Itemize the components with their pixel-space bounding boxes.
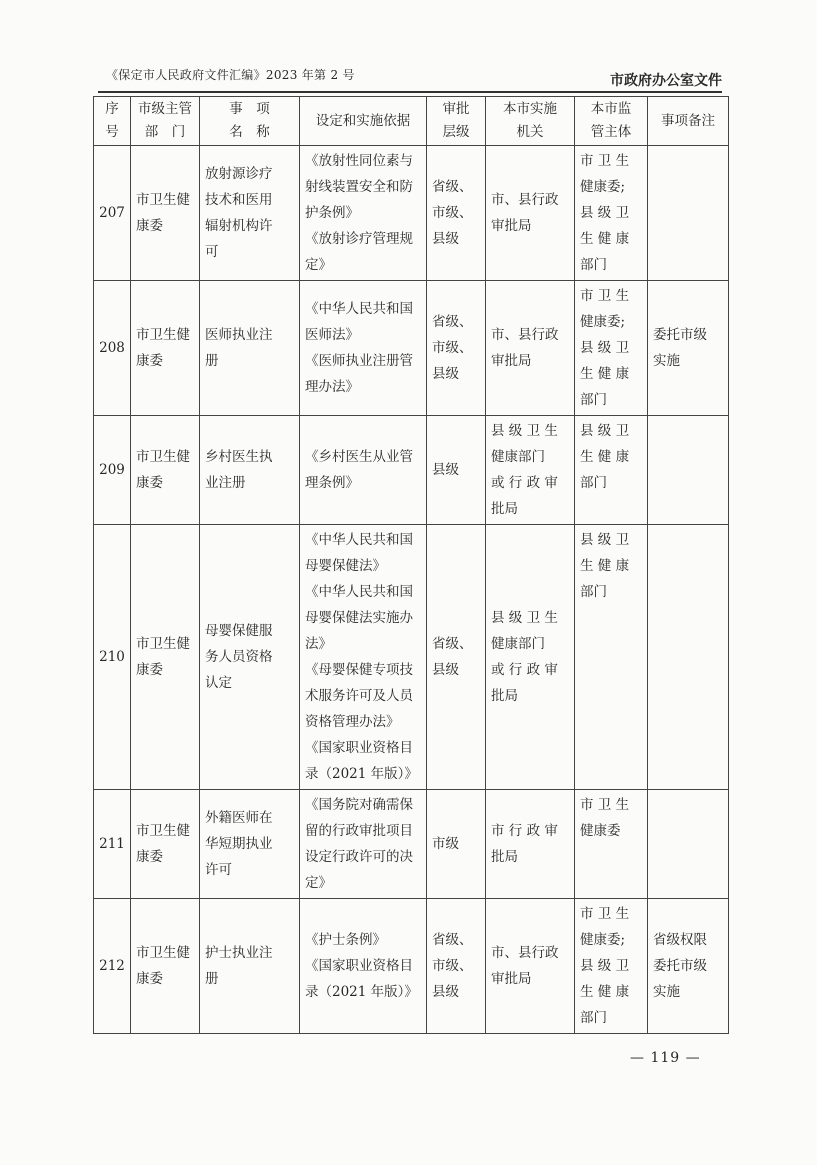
permit-table xyxy=(93,96,729,1034)
col-header-note xyxy=(648,97,729,146)
col-header-supervisor xyxy=(575,97,648,146)
row-number: 207 xyxy=(94,146,131,281)
cell-line: 审批局 xyxy=(491,218,532,234)
cell-line: 市 卫 生 xyxy=(580,153,630,169)
cell-line: 县 级 卫 生 xyxy=(491,423,558,439)
cell-line: 《中华人民共和国 xyxy=(305,532,413,548)
note-cell xyxy=(648,281,729,416)
note-cell xyxy=(648,790,729,899)
note-cell xyxy=(648,146,729,281)
cell-line: 《医师执业注册管 xyxy=(305,353,413,369)
dept-cell xyxy=(131,146,200,281)
cell-line: 省级、 xyxy=(432,636,473,652)
cell-line: 设定行政许可的决 xyxy=(305,849,413,865)
page-number: — 119 — xyxy=(630,1050,701,1066)
header-text: 机关 xyxy=(516,124,544,140)
cell-line: 护士执业注 xyxy=(205,945,273,961)
row-number: 208 xyxy=(94,281,131,416)
cell-line: 健康部门 xyxy=(491,636,545,652)
cell-line: 市卫生健 xyxy=(136,327,190,343)
cell-line: 医师法》 xyxy=(305,327,359,343)
cell-line: 《护士条例》 xyxy=(305,932,386,948)
cell-line: 市 卫 生 xyxy=(580,797,630,813)
note-cell xyxy=(648,416,729,525)
cell-line: 《放射诊疗管理规 xyxy=(305,231,413,247)
cell-line: 《国家职业资格目 xyxy=(305,740,413,756)
cell-line: 康委 xyxy=(136,475,163,491)
item-name-cell xyxy=(200,899,300,1034)
table-body xyxy=(94,146,729,1034)
level-cell xyxy=(427,416,486,525)
header-text: 事 项 xyxy=(229,101,270,117)
agency-cell xyxy=(486,899,575,1034)
basis-cell xyxy=(300,525,427,790)
office-header: 市政府办公室文件 xyxy=(610,73,722,89)
cell-line: 术服务许可及人员 xyxy=(305,688,413,704)
supervisor-cell xyxy=(575,899,648,1034)
cell-line: 审批局 xyxy=(491,971,532,987)
cell-line: 录（2021 年版）》 xyxy=(305,984,418,1000)
cell-line: 生 健 康 xyxy=(580,449,630,465)
cell-line: 母婴保健法实施办 xyxy=(305,610,413,626)
cell-line: 母婴保健服 xyxy=(205,623,273,639)
level-cell xyxy=(427,281,486,416)
header-text: 层级 xyxy=(442,124,470,140)
cell-line: 或 行 政 审 xyxy=(491,475,558,491)
agency-cell xyxy=(486,525,575,790)
cell-line: 县 级 卫 xyxy=(580,958,630,974)
cell-line: 医师执业注 xyxy=(205,327,273,343)
col-header-level xyxy=(427,97,486,146)
cell-line: 《中华人民共和国 xyxy=(305,301,413,317)
col-header-no xyxy=(94,97,131,146)
cell-line: 实施 xyxy=(653,353,680,369)
cell-line: 市 卫 生 xyxy=(580,906,630,922)
item-name-cell xyxy=(200,416,300,525)
cell-line: 《放射性同位素与 xyxy=(305,153,413,169)
cell-line: 健康委; xyxy=(580,314,626,330)
cell-line: 录（2021 年版）》 xyxy=(305,766,418,782)
cell-line: 批局 xyxy=(491,501,518,517)
cell-line: 市卫生健 xyxy=(136,192,190,208)
header-text: 名 称 xyxy=(229,124,270,140)
table-row xyxy=(94,281,729,416)
table-row xyxy=(94,525,729,790)
cell-line: 部门 xyxy=(580,584,607,600)
cell-line: 市级、 xyxy=(432,340,473,356)
cell-line: 健康部门 xyxy=(491,449,545,465)
cell-line: 业注册 xyxy=(205,475,246,491)
cell-line: 或 行 政 审 xyxy=(491,662,558,678)
cell-line: 可 xyxy=(205,244,219,260)
cell-line: 《母婴保健专项技 xyxy=(305,662,413,678)
cell-line: 市级、 xyxy=(432,205,473,221)
cell-line: 批局 xyxy=(491,849,518,865)
cell-line: 县级 xyxy=(432,462,459,478)
cell-line: 市、县行政 xyxy=(491,192,559,208)
cell-line: 定》 xyxy=(305,875,332,891)
cell-line: 市、县行政 xyxy=(491,327,559,343)
supervisor-cell xyxy=(575,525,648,790)
item-name-cell xyxy=(200,281,300,416)
table-row xyxy=(94,416,729,525)
cell-line: 理条例》 xyxy=(305,475,359,491)
cell-line: 册 xyxy=(205,971,219,987)
cell-line: 辐射机构许 xyxy=(205,218,273,234)
level-cell xyxy=(427,525,486,790)
agency-cell xyxy=(486,146,575,281)
cell-line: 委托市级 xyxy=(653,327,707,343)
cell-line: 许可 xyxy=(205,862,232,878)
cell-line: 护条例》 xyxy=(305,205,359,221)
row-number: 212 xyxy=(94,899,131,1034)
agency-cell xyxy=(486,790,575,899)
cell-line: 市、县行政 xyxy=(491,945,559,961)
cell-line: 射线装置安全和防 xyxy=(305,179,413,195)
item-name-cell xyxy=(200,146,300,281)
dept-cell xyxy=(131,790,200,899)
cell-line: 部门 xyxy=(580,1010,607,1026)
document-source-header: 《保定市人民政府文件汇编》2023 年第 2 号 xyxy=(106,68,355,82)
cell-line: 生 健 康 xyxy=(580,231,630,247)
cell-line: 母婴保健法》 xyxy=(305,558,386,574)
table-header-row xyxy=(94,97,729,146)
cell-line: 健康委 xyxy=(580,823,621,839)
col-header-agency xyxy=(486,97,575,146)
cell-line: 《乡村医生从业管 xyxy=(305,449,413,465)
basis-cell xyxy=(300,146,427,281)
supervisor-cell xyxy=(575,416,648,525)
cell-line: 部门 xyxy=(580,257,607,273)
header-text: 号 xyxy=(105,124,119,140)
cell-line: 县级 xyxy=(432,662,459,678)
cell-line: 市 卫 生 xyxy=(580,288,630,304)
cell-line: 市级、 xyxy=(432,958,473,974)
basis-cell xyxy=(300,790,427,899)
header-rule xyxy=(98,91,722,93)
cell-line: 康委 xyxy=(136,971,163,987)
cell-line: 市卫生健 xyxy=(136,449,190,465)
cell-line: 县 级 卫 xyxy=(580,340,630,356)
level-cell xyxy=(427,899,486,1034)
supervisor-cell xyxy=(575,146,648,281)
cell-line: 法》 xyxy=(305,636,332,652)
cell-line: 实施 xyxy=(653,984,680,1000)
cell-line: 资格管理办法》 xyxy=(305,714,400,730)
dept-cell xyxy=(131,281,200,416)
cell-line: 理办法》 xyxy=(305,379,359,395)
cell-line: 认定 xyxy=(205,675,232,691)
cell-line: 乡村医生执 xyxy=(205,449,273,465)
dept-cell xyxy=(131,525,200,790)
cell-line: 县级 xyxy=(432,231,459,247)
cell-line: 技术和医用 xyxy=(205,192,273,208)
agency-cell xyxy=(486,416,575,525)
cell-line: 生 健 康 xyxy=(580,366,630,382)
cell-line: 务人员资格 xyxy=(205,649,273,665)
agency-cell xyxy=(486,281,575,416)
cell-line: 市 行 政 审 xyxy=(491,823,558,839)
cell-line: 县级 xyxy=(432,366,459,382)
cell-line: 生 健 康 xyxy=(580,984,630,1000)
item-name-cell xyxy=(200,525,300,790)
cell-line: 康委 xyxy=(136,353,163,369)
cell-line: 审批局 xyxy=(491,353,532,369)
cell-line: 省级权限 xyxy=(653,932,707,948)
basis-cell xyxy=(300,416,427,525)
cell-line: 留的行政审批项目 xyxy=(305,823,413,839)
cell-line: 县级 xyxy=(432,984,459,1000)
cell-line: 县 级 卫 xyxy=(580,423,630,439)
col-header-dept xyxy=(131,97,200,146)
header-text: 序 xyxy=(105,101,119,117)
cell-line: 康委 xyxy=(136,849,163,865)
cell-line: 《中华人民共和国 xyxy=(305,584,413,600)
item-name-cell xyxy=(200,790,300,899)
cell-line: 批局 xyxy=(491,688,518,704)
header-text: 事项备注 xyxy=(661,112,715,129)
cell-line: 《国务院对确需保 xyxy=(305,797,413,813)
level-cell xyxy=(427,146,486,281)
table-row xyxy=(94,146,729,281)
cell-line: 康委 xyxy=(136,218,163,234)
cell-line: 华短期执业 xyxy=(205,836,273,852)
row-number: 210 xyxy=(94,525,131,790)
note-cell xyxy=(648,525,729,790)
col-header-basis xyxy=(300,97,427,146)
cell-line: 县 级 卫 生 xyxy=(491,610,558,626)
dept-cell xyxy=(131,899,200,1034)
basis-cell xyxy=(300,281,427,416)
cell-line: 部门 xyxy=(580,392,607,408)
cell-line: 健康委; xyxy=(580,179,626,195)
cell-line: 市卫生健 xyxy=(136,823,190,839)
cell-line: 省级、 xyxy=(432,932,473,948)
cell-line: 生 健 康 xyxy=(580,558,630,574)
note-cell xyxy=(648,899,729,1034)
cell-line: 委托市级 xyxy=(653,958,707,974)
cell-line: 县 级 卫 xyxy=(580,532,630,548)
col-header-name xyxy=(200,97,300,146)
header-text: 部 门 xyxy=(144,124,186,140)
row-number: 209 xyxy=(94,416,131,525)
cell-line: 市卫生健 xyxy=(136,945,190,961)
cell-line: 省级、 xyxy=(432,314,473,330)
cell-line: 放射源诊疗 xyxy=(205,166,273,182)
cell-line: 县 级 卫 xyxy=(580,205,630,221)
header-text: 本市监 xyxy=(590,101,632,117)
basis-cell xyxy=(300,899,427,1034)
cell-line: 定》 xyxy=(305,257,332,273)
cell-line: 省级、 xyxy=(432,179,473,195)
cell-line: 市卫生健 xyxy=(136,636,190,652)
cell-line: 市级 xyxy=(432,836,459,852)
cell-line: 《国家职业资格目 xyxy=(305,958,413,974)
cell-line: 康委 xyxy=(136,662,163,678)
row-number: 211 xyxy=(94,790,131,899)
table-row xyxy=(94,899,729,1034)
header-text: 审批 xyxy=(442,101,470,117)
supervisor-cell xyxy=(575,281,648,416)
cell-line: 健康委; xyxy=(580,932,626,948)
header-text: 设定和实施依据 xyxy=(315,112,411,129)
table-row xyxy=(94,790,729,899)
supervisor-cell xyxy=(575,790,648,899)
header-text: 本市实施 xyxy=(503,101,557,117)
cell-line: 外籍医师在 xyxy=(205,810,273,826)
cell-line: 册 xyxy=(205,353,219,369)
dept-cell xyxy=(131,416,200,525)
header-text: 市级主管 xyxy=(138,101,192,117)
level-cell xyxy=(427,790,486,899)
cell-line: 部门 xyxy=(580,475,607,491)
header-text: 管主体 xyxy=(590,124,632,140)
